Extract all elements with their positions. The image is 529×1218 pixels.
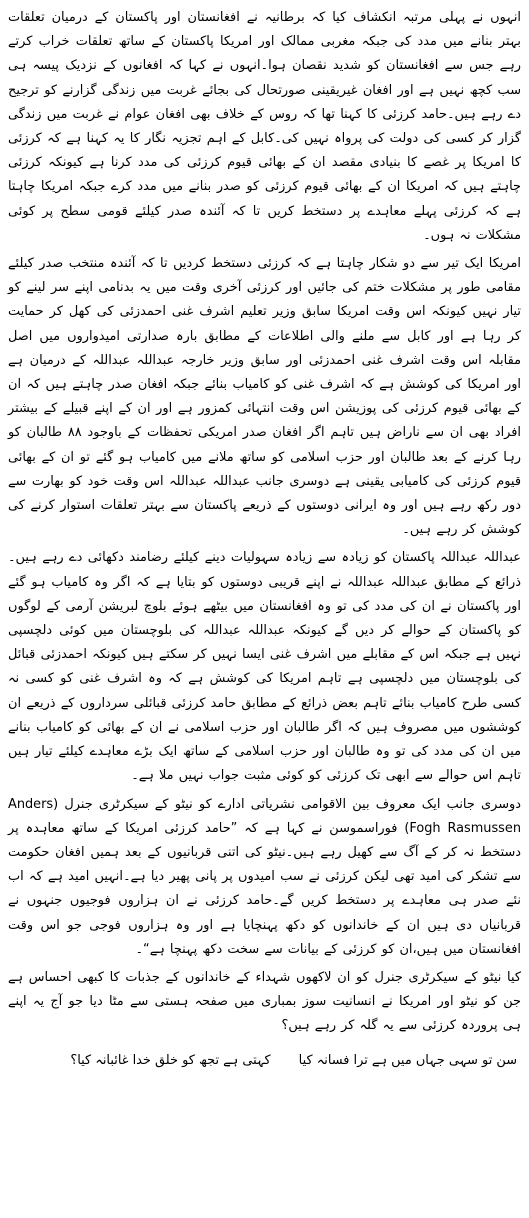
article-paragraph-5: کیا نیٹو کے سیکرٹری جنرل کو ان لاکھوں شہداء کے خاندانوں کے جذبات کا کبھی احساس ہے جن کو نیٹو اور امریکا نے انسانیت سوز بمباری میں صفحہ ہستی سے مٹا دیا جو آج یہ اپنے ہی پروردہ کرزئی سے یہ گلہ کر رہے ہیں؟	[8, 969, 521, 1034]
article-paragraph-2: امریکا ایک تیر سے دو شکار چاہتا ہے کہ کرزئی دستخط کردیں تا کہ آئندہ منتخب صدر کیلئے مقامی طور پر مشکلات ختم کی جائیں اور کرزئی آخری وقت میں یہ بدنامی اپنے سر لینے کو تیار نہیں کیونکہ اس وقت امریکا سابق وزیر تعلیم اشرف غنی احمدزئی کی کھل کر حمایت کر رہا ہے اور کابل سے ملنے والی اطلاعات کے مطابق بارہ صدارتی امیدواروں میں اصل مقابلہ اس وقت اشرف غنی احمدزئی اور سابق وزیر خارجہ عبداللہ عبداللہ کے درمیان ہے اور امریکا کی کوشش ہے کہ اشرف غنی کو کامیاب بنائے جبکہ افغان صدر چاہتے ہیں کہ ان کے بھائی قیوم کرزئی کی پوزیشن اس وقت انتہائی کمزور ہے اور ان کے اپنے قبیلے کے بیشتر افراد بھی ان سے ناراض ہیں تاہم اگر افغان صدر امریکی تحفظات کے باوجود ۸۸ طالبان کو رہا کرنے کے بعد طالبان اور حزب اسلامی کو ساتھ ملانے میں کامیاب ہو گئے تو ان کے بھائی قیوم کرزئی کی کامیابی یقینی ہے دوسری جانب عبداللہ عبداللہ اس وقت خود کو بھارت سے دور رکھ رہے ہیں اور وہ ایرانی دوستوں کے ذریعے پاکستان سے بہتر تعلقات استوار کرنے کی کوشش کر رہے ہیں۔	[8, 256, 521, 538]
article-paragraph-1: انہوں نے پہلی مرتبہ انکشاف کیا کہ برطانیہ نے افغانستان اور پاکستان کے درمیان تعلقات بہتر بنانے میں مدد کی جبکہ مغربی ممالک اور امریکا پاکستان کے ساتھ تعلقات خراب کرتے رہے جس سے افغانستان کو شدید نقصان ہوا۔انہوں نے کہا کہ افغانوں کے نزدیک پیسہ ہی سب کچھ نہیں ہے اور افغان غیریقینی صورتحال کی بجائے غربت میں زندگی گزارنے کو ترجیح دے رہے ہیں۔حامد کرزئی کا کہنا تھا کہ روس کے خلاف بھی افغان عوام نے غربت میں زندگی گزار کر کسی کی دولت کی پرواہ نہیں کی۔کابل کے اہم تجزیہ نگار کا یہ کہنا ہے کہ کرزئی کا امریکا پر غصے کا بنیادی مقصد ان کے بھائی قیوم کرزئی کی مدد کرنا ہے کیونکہ کرزئی چاہتے ہیں کہ امریکا ان کے بھائی قیوم کرزئی کو صدر بنانے میں مدد کرے جبکہ امریکا چاہتا ہے کہ کرزئی پہلے معاہدے پر دستخط کریں تا کہ آئندہ صدر کیلئے قومی سطح پر کوئی مشکلات نہ ہوں۔	[8, 10, 521, 243]
closing-verse	[8, 1049, 521, 1073]
verse-line-2: کہتی ہے تجھ کو خلق خدا غائبانہ کیا؟	[70, 1052, 271, 1068]
verse-line-1: سن تو سہی جہاں میں ہے ترا فسانہ کیا	[298, 1052, 517, 1068]
article-paragraph-4: دوسری جانب ایک معروف بین الاقوامی نشریاتی ادارے کو نیٹو کے سیکرٹری جنرل (Anders Fogh Rasmussen) فوراسموسن نے کہا ہے کہ ”حامد کرزئی امریکا کے ساتھ معاہدہ پر دستخط نہ کر کے آگ سے کھیل رہے ہیں۔نیٹو کی اتنی قربانیوں کے بعد ہمیں افغان حکومت سے تشکر کی امید تھی لیکن کرزئی نے سب امیدوں پر پانی پھیر دیا ہے۔انہیں امید ہے کہ اب نئے صدر ہی معاہدے پر دستخط کریں گے۔حامد کرزئی نے ان ہزاروں فوجیوں جنہوں نے قربانیاں دی ہیں ان کے خاندانوں کو دکھ پہنچایا ہے اور وہ ہزاروں فوجی جو اس وقت افغانستان میں ہیں،ان کو کرزئی کے بیانات سے سخت دکھ پہنچا ہے“۔	[8, 796, 521, 957]
article-paragraph-3: عبداللہ عبداللہ پاکستان کو زیادہ سے زیادہ سہولیات دینے کیلئے رضامند دکھائی دے رہے ہیں۔ذرائع کے مطابق عبداللہ عبداللہ نے اپنے قریبی دوستوں کو بتایا ہے کہ اگر وہ کامیاب ہو گئے اور پاکستان نے ان کی مدد کی تو وہ افغانستان میں بیٹھے ہوئے بلوچ لبریشن آرمی کے لوگوں کو پاکستان کے حوالے کر دیں گے کیونکہ عبداللہ عبداللہ کی بلوچستان میں کوئی دلچسپی نہیں ہے جبکہ اس کے مقابلے میں اشرف غنی ایسا نہیں کر سکتے ہیں کیونکہ احمدزئی قبائل کی بلوچستان میں دلچسپی ہے تاہم امریکا کی کوشش ہے کہ وہ اشرف غنی کو کسی نہ کسی طرح کامیاب بنائے تاہم بعض ذرائع کے مطابق حامد کرزئی قبائلی سرداروں کے ذریعے ان کوششوں میں مصروف ہیں کہ اگر طالبان اور حزب اسلامی نے ان کے بھائی کو کامیاب بنانے میں ان کی مدد کی تو وہ طالبان اور حزب اسلامی کے ساتھ ایک بڑے معاہدے کیلئے تیار ہیں تاہم اس حوالے سے ابھی تک کرزئی کو کوئی مثبت جواب نہیں ملا ہے۔	[8, 550, 521, 784]
